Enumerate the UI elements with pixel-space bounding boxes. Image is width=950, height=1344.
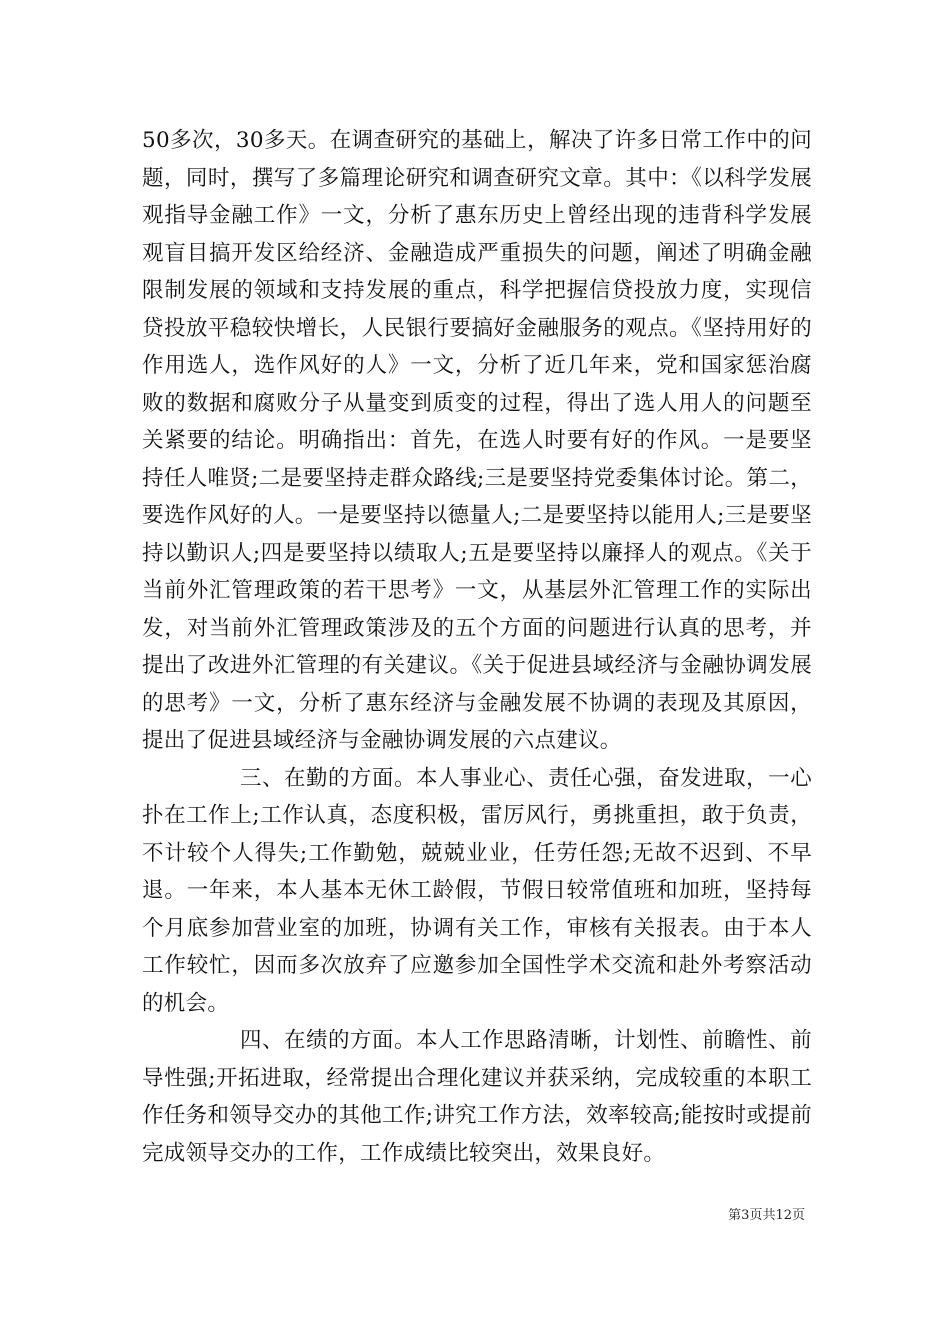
paragraph-research-articles: 50多次，30多天。在调查研究的基础上，解决了许多日常工作中的问题，同时，撰写了多篇理论研究和调查研究文章。其中：《以科学发展观指导金融工作》一文，分析了惠东历史上曾经出现的违背科学发展观盲目搞开发区给经济、金融造成严重损失的问题，阐述了明确金融限制发展的领域和支持发展的重点，科学把握信贷投放力度，实现信贷投放平稳较快增长，人民银行要搞好金融服务的观点。《坚持用好的作用选人，选作风好的人》一文，分析了近几年来，党和国家惩治腐败的数据和腐败分子从量变到质变的过程，得出了选人用人的问题至关紧要的结论。明确指出：首先，在选人时要有好的作风。一是要坚持任人唯贤;二是要坚持走群众路线;三是要坚持党委集体讨论。第二，要选作风好的人。一是要坚持以德量人;二是要坚持以能用人;三是要坚持以勤识人;四是要坚持以绩取人;五是要坚持以廉择人的观点。《关于当前外汇管理政策的若干思考》一文，从基层外汇管理工作的实际出发，对当前外汇管理政策涉及的五个方面的问题进行认真的思考，并提出了改进外汇管理的有关建议。《关于促进县域经济与金融协调发展的思考》一文，分析了惠东经济与金融发展不协调的表现及其原因，提出了促进县域经济与金融协调发展的六点建议。 (142, 128, 812, 753)
page-number: 第3页共12页 (728, 1208, 805, 1223)
paragraph-performance: 四、在绩的方面。本人工作思路清晰，计划性、前瞻性、前导性强;开拓进取，经常提出合理化建议并获采纳，完成较重的本职工作任务和领导交办的其他工作;讲究工作方法，效率较高;能按时或提前完成领导交办的工作，工作成绩比较突出，效果良好。 (142, 1028, 812, 1166)
paragraph-diligence: 三、在勤的方面。本人事业心、责任心强，奋发进取，一心扑在工作上;工作认真，态度积极，雷厉风行，勇挑重担，敢于负责，不计较个人得失;工作勤勉，兢兢业业，任劳任怨;无故不迟到、不早退。一年来，本人基本无休工龄假，节假日较常值班和加班，坚持每个月底参加营业室的加班，协调有关工作，审核有关报表。由于本人工作较忙，因而多次放弃了应邀参加全国性学术交流和赴外考察活动的机会。 (142, 765, 812, 1016)
document-body (142, 122, 812, 1172)
